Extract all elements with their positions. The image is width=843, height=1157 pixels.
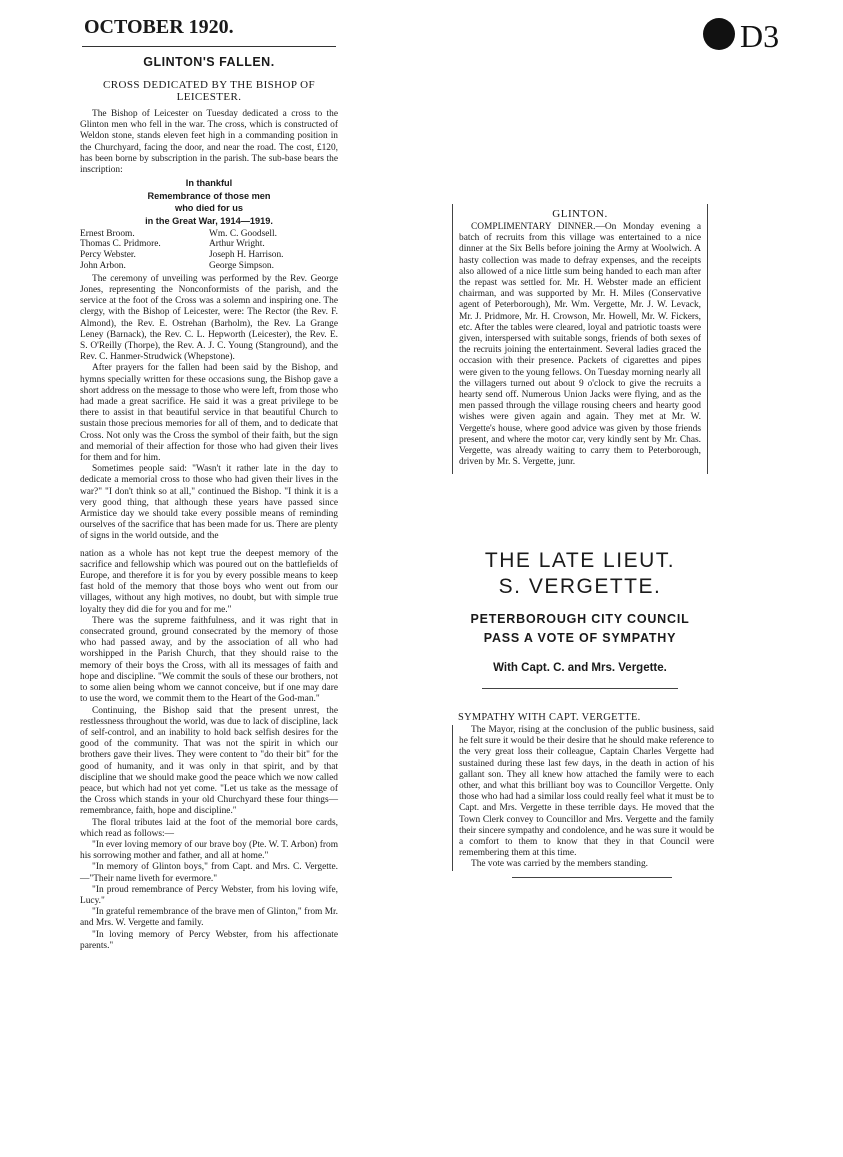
paragraph: nation as a whole has not kept true the deepest memory of the sacrifice and fellowship which was poured out on the battlefields of Europe, and therefore it is for you by every possible means to keep fast hold of the memory that those boys who went out from our villages, without any high motives, no doubt, but with simple true loyalty they did die for you and for me." [80,548,338,615]
paragraph: The Mayor, rising at the conclusion of the public business, said he felt sure it would be their desire that he should make reference to the very great loss their colleague, Captain Charles Vergette had sustained during these last few days, in the death in action of his gallant son. They all knew how attached the family were to each other, and what this brilliant boy was to Councillor Vergette. Only those who had had a similar loss could really feel what it must be to Capt. and Mrs. Vergette in these terrible days. He moved that the Town Clerk convey to Councillor and Mrs. Vergette and the family their sincere sympathy and condolence, and he was sure it would be a comfort to them to know that they in that Council were remembering them at this time. [459,725,714,859]
headline-line-2: S. VERGETTE. [498,575,662,598]
inscription-line: In thankful [185,178,233,189]
black-dot-marker [703,18,735,50]
end-rule [512,877,672,878]
clipping-late-lieut [452,548,708,689]
name: Thomas C. Pridmore. [80,239,161,250]
tribute-card: "In ever loving memory of our brave boy (Pte. W. T. Arbon) from his sorrowing mother and father, and all at home." [80,839,338,862]
names-row [80,229,338,240]
clipping-glintons-fallen [80,14,338,952]
tribute-card: "In proud remembrance of Percy Webster, from his loving wife, Lucy." [80,884,338,906]
reference-code: D3 [740,18,780,54]
name: Arthur Wright. [209,239,265,250]
headline-line-1: THE LATE LIEUT. [484,549,676,572]
tribute-card: "In memory of Glinton boys," from Capt. and Mrs. C. Vergette.—"Their name liveth for evermore." [80,862,338,884]
glinton-box [452,204,708,474]
name: Joseph H. Harrison. [209,250,284,261]
names-row [80,239,338,250]
with-line: With Capt. C. and Mrs. Vergette. [493,662,667,674]
paragraph: There was the supreme faithfulness, and it was right that in consecrated ground, ground consecrated by the memory of those who had passed away, and by the association of all who had worshipped in the Parish Church, that they should raise to the memory of their boys the Cross, with all its messages of faith and hope and discipline. "We commit the souls of these our brothers, not to some alien being whom we cannot conceive, but if one may dare to use the word, we commit them to the Heart of the God-man." [80,615,338,705]
tribute-card: "In grateful remembrance of the brave men of Glinton," from Mr. and Mrs. W. Vergette and family. [80,907,338,929]
article-body-part-c [80,549,338,952]
name: John Arbon. [80,260,126,271]
paragraph: Sometimes people said: "Wasn't it rather late in the day to dedicate a memorial cross to those who had given their lives in the war?" "I don't think so at all," continued the Bishop. "I think it is a very good thing, that although these years have passed since Armistice day we should take every possible means of reminding ourselves of the sacrifice that has been made for us. There are plenty of signs in the world outside, and the [80,464,338,542]
separator-rule [482,688,678,689]
glinton-title: GLINTON. [552,208,608,220]
glinton-body: COMPLIMENTARY DINNER.—On Monday evening a batch of recruits from this village was entertained to a nice dinner at the Six Bells before joining the Army at Woolwich. A hasty collection was made to defray expenses, and the receipts also allowed of a nice little sum being handed to each man after the repast was settled for. Mr. H. Webster made an efficient chairman, and was supported by Mr. H. Miles (Conservative agent of Peterborough), Mr. Wm. Vergette, Mr. J. W. Levack, Mr. J. Pridmore, Mr. H. Crowson, Mr. Howell, Mr. W. Fickers, etc. After the tables were cleared, loyal and patriotic toasts were given, interspersed with suitable songs, friends of both sexes of the recruits joining the entertainment. Several ladies graced the occasion with their presence. Packets of cigarettes and pipes were given to the young fellows. On Tuesday morning nearly all the villagers turned out about 9 o'clock to give the recruits a hearty send off. Numerous Union Jacks were flying, and as the men passed through the village rousing cheers and hearty good wishes were given again and again. They met at Mr. W. Vergette's house, where good advice was given by those friends present, and where the motor car, very kindly sent by Mr. Chas. Vergette, was already waiting to carry them to Peterborough, driven by Mr. S. Vergette, junr. [459,222,701,468]
date-rule [82,46,336,47]
inscription-line: Remembrance of those men [147,190,271,201]
article-body-part-a [80,109,338,176]
clipping-sympathy [452,712,714,878]
inscription-line: who died for us [175,203,243,214]
inscription [80,178,338,226]
name: Percy Webster. [80,250,136,261]
paragraph: The Bishop of Leicester on Tuesday dedicated a cross to the Glinton men who fell in the war. The cross, which is constructed of Weldon stone, stands eleven feet high in a commanding position in the Churchyard, facing the door, and near the road. The cost, £120, has been borne by subscription in the parish. The sub-base bears the inscription: [80,109,338,176]
article-subtitle: CROSS DEDICATED BY THE BISHOP OF LEICESTER. [103,79,315,103]
names-list [80,229,338,272]
paragraph: The ceremony of unveiling was performed by the Rev. George Jones, representing the Nonconformists of the parish, and the service at the foot of the Cross was a solemn and inspiring one. The clergy, with the Bishop of Leicester, were: The Rector (the Rev. F. Almond), the Rev. E. Ostrehan (Barholm), the Rev. La Grange Leney (Barnack), the Rev. C. L. Hepworth (Leicester), the Rev. E. S. O'Reilly (Thorpe), the Rev. A. J. C. Young (Stanground), and the Rev. C. Hanmer-Strudwick (Whepstone). [80,273,338,363]
council-line-2: PASS A VOTE OF SYMPATHY [483,631,677,645]
clipping-glinton-dinner [452,204,708,474]
clipping-date: OCTOBER 1920. [84,16,234,38]
inscription-line: in the Great War, 1914—1919. [145,216,273,226]
names-row [80,261,338,272]
council-line-1: PETERBOROUGH CITY COUNCIL [470,612,690,626]
article-body-part-b [80,274,338,543]
paragraph: The vote was carried by the members standing. [471,859,649,870]
paragraph: After prayers for the fallen had been said by the Bishop, and hymns specially written for these occasions sung, the Bishop gave a short address on the message to those who were left, from those who had made a great sacrifice. He said it was a great privilege to be there to assist in that beautiful service in that beautiful Church to sustain those precious memories for all of them, and to dedicate that Cross. Not only was the Cross the symbol of their faith, but the sign and memorial of their affection for those who had given their lives for them and for him. [80,363,339,464]
paragraph: The floral tributes laid at the foot of the memorial bore cards, which read as follows:— [80,817,338,839]
article-title: GLINTON'S FALLEN. [143,55,275,69]
names-row [80,250,338,261]
paragraph: Continuing, the Bishop said that the present unrest, the restlessness throughout the world, was due to lack of discipline, lack of self-control, and an inability to hold back selfish desires for the good of the community. That was not the spirit in which our brothers gave their lives. They were content to "do their bit" for the good of humanity, and it was only in that spirit, and by that discipline that we should make good the peace which we now called peace, but which had not yet come. "Let us take as the message of the Cross which stands in your old Churchyard these four things—remembrance, faith, hope and discipline." [80,705,338,817]
sympathy-body [452,725,714,871]
name: Ernest Broom. [80,228,135,239]
name: George Simpson. [209,260,274,271]
tribute-card: "In loving memory of Percy Webster, from his affectionate parents." [80,929,338,951]
sympathy-title: SYMPATHY WITH CAPT. VERGETTE. [458,712,641,723]
name: Wm. C. Goodsell. [209,228,277,239]
